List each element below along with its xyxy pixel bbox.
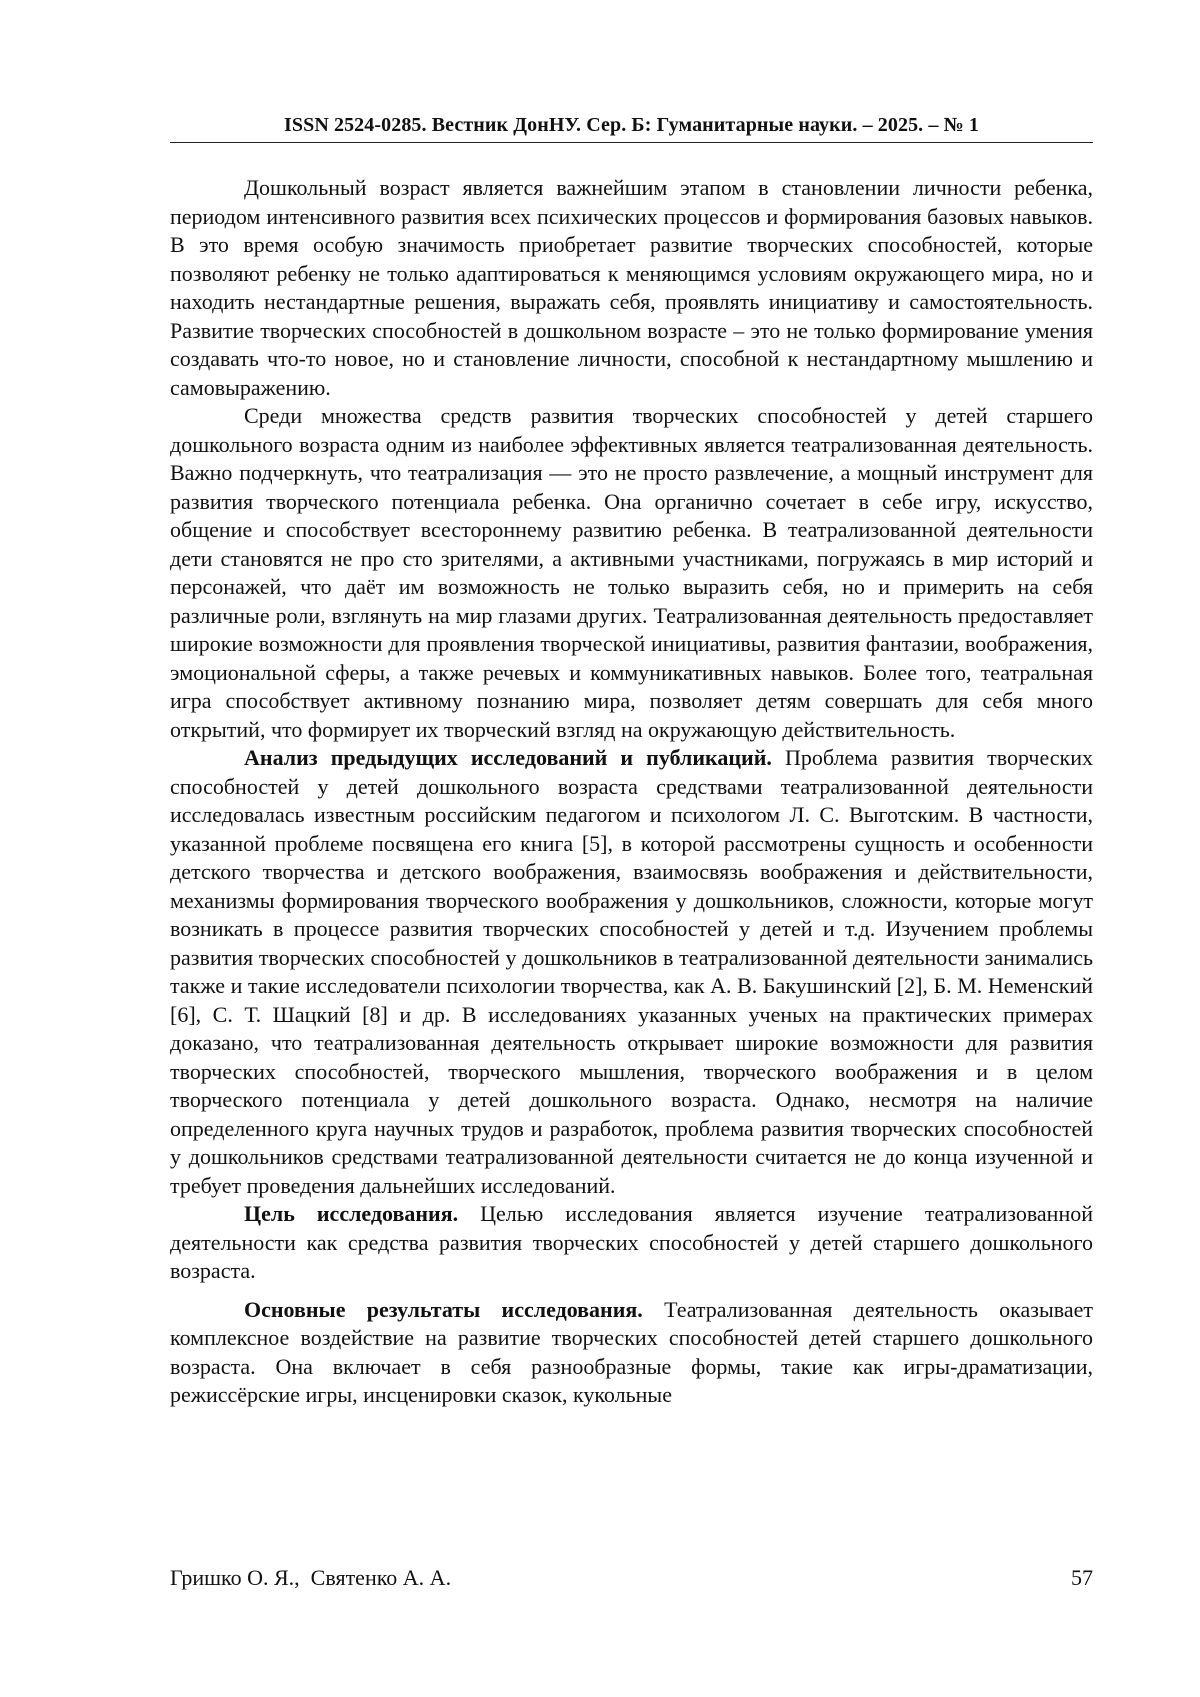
section-heading-research-goal: Цель исследования.	[244, 1201, 459, 1226]
page-number: 57	[1071, 1565, 1093, 1590]
paragraph-text: Театрализованная деятельность оказывает комплексное воздействие на развитие творческих способностей детей старшего дошкольного возраста. Она включает в себя разнообразные формы, такие как игры-драматизации, режиссёрские игры, инсценировки сказок, кукольные	[170, 1296, 1093, 1407]
paragraph-text: Проблема развития творческих способностей у детей дошкольного возраста средствами театрализованной деятельности исследовалась известным российским педагогом и психологом Л. С. Выготским. В частности, указанной проблеме посвящена его книга [5], в которой рассмотрены сущность и особенности детского творчества и детского воображения, взаимосвязь воображения и действительности, механизмы формирования творческого воображения у дошкольников, сложности, которые могут возникать в процессе развития творческих способностей у детей и т.д. Изучением проблемы развития творческих способностей у дошкольников в театрализованной деятельности занимались также и такие исследователи психологии творчества, как А. В. Бакушинский [2], Б. М. Неменский [6], С. Т. Шацкий [8] и др. В исследованиях указанных ученых на практических примерах доказано, что театрализованная деятельность открывает широкие возможности для развития творческих способностей, творческого мышления, творческого воображения и в целом творческого потенциала у детей дошкольного возраста. Однако, несмотря на наличие определенного круга научных трудов и разработок, проблема развития творческих способностей у дошкольников средствами театрализованной деятельности считается не до конца изученной и требует проведения дальнейших исследований.	[170, 745, 1093, 1198]
running-header: ISSN 2524-0285. Вестник ДонНУ. Сер. Б: Гуманитарные науки. – 2025. – № 1	[284, 114, 979, 136]
section-heading-main-results: Основные результаты исследования.	[244, 1296, 643, 1322]
paragraph-text: Дошкольный возраст является важнейшим этапом в становлении личности ребенка, периодом интенсивного развития всех психических процессов и формирования базовых навыков. В это время особую значимость приобретает развитие творческих способностей, которые позволяют ребенку не только адаптироваться к меняющимся условиям окружающего мира, но и находить нестандартные решения, выражать себя, проявлять инициативу и самостоятельность. Развитие творческих способностей в дошкольном возрасте – это не только формирование умения создавать что-то новое, но и становление личности, способной к нестандартному мышлению и самовыражению.	[170, 175, 1093, 400]
paragraph-main-results	[170, 1296, 1093, 1410]
paragraph-literature-review	[170, 744, 1093, 1200]
paragraph-text: Целью исследования является изучение театрализованной деятельности как средства развития творческих способностей у детей старшего дошкольного возраста.	[170, 1201, 1094, 1283]
article-body	[170, 174, 1093, 1410]
paragraph-theatrical-activity	[170, 402, 1093, 744]
footer-authors: Гришко О. Я., Святенко А. А.	[170, 1565, 452, 1590]
paragraph-introduction	[170, 174, 1093, 402]
paragraph-text: Среди множества средств развития творческих способностей у детей старшего дошкольного возраста одним из наиболее эффективных является театрализованная деятельность. Важно подчеркнуть, что театрализация — это не просто развлечение, а мощный инструмент для развития творческого потенциала ребенка. Она органично сочетает в себе игру, искусство, общение и способствует всестороннему развитию ребенка. В театрализованной деятельности дети становятся не про сто зрителями, а активными участниками, погружаясь в мир историй и персонажей, что даёт им возможность не только выразить себя, но и примерить на себя различные роли, взглянуть на мир глазами других. Театрализованная деятельность предоставляет широкие возможности для проявления творческой инициативы, развития фантазии, воображения, эмоциональной сферы, а также речевых и коммуникативных навыков. Более того, театральная игра способствует активному познанию мира, позволяет детям совершать для себя много открытий, что формирует их творческий взгляд на окружающую действительность.	[170, 403, 1093, 742]
section-heading-literature-review: Анализ предыдущих исследований и публикаций.	[244, 745, 772, 770]
paragraph-research-goal	[170, 1200, 1093, 1286]
header-divider	[170, 142, 1093, 143]
